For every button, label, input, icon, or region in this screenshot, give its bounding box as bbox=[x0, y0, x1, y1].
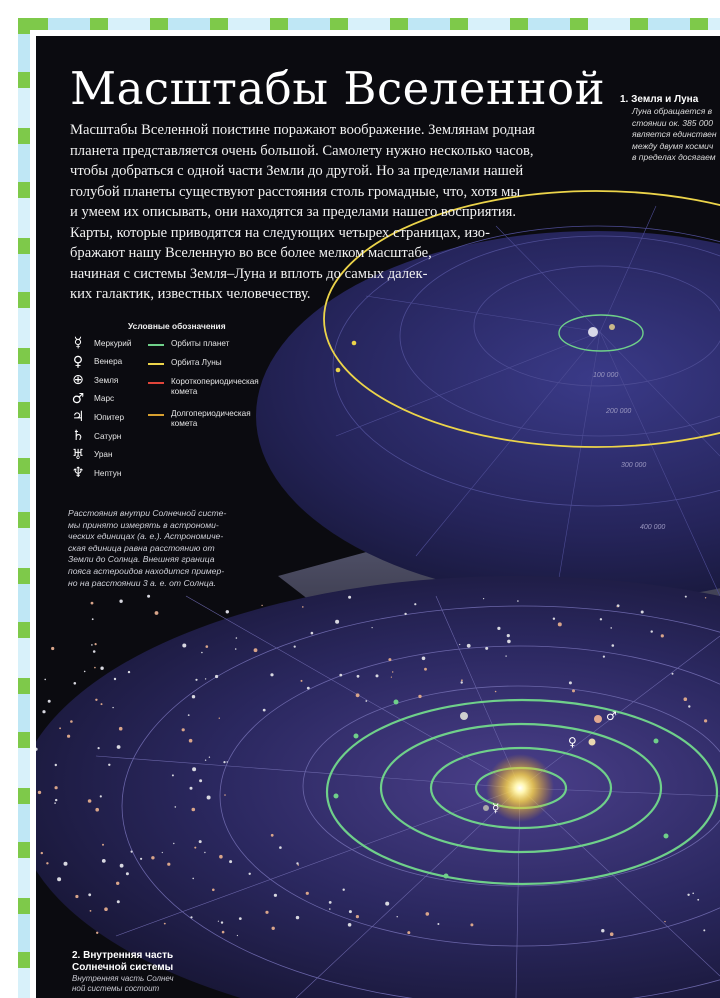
asteroid-dot bbox=[424, 668, 427, 671]
asteroid-dot bbox=[119, 727, 123, 731]
asteroid-dot bbox=[651, 630, 653, 632]
asteroid-dot bbox=[205, 760, 206, 761]
mercury-symbol: ☿ bbox=[492, 801, 500, 815]
page-title: Масштабы Вселенной bbox=[70, 62, 606, 115]
asteroid-dot bbox=[236, 637, 238, 639]
asteroid-dot bbox=[687, 894, 689, 896]
asteroid-dot bbox=[470, 923, 473, 926]
asteroid-dot bbox=[222, 931, 225, 934]
asteroid-dot bbox=[55, 786, 58, 789]
asteroid-dot bbox=[617, 606, 618, 607]
asteroid-dot bbox=[301, 680, 303, 682]
au-note bbox=[68, 508, 226, 589]
asteroid-dot bbox=[235, 648, 237, 650]
legend-planet-row bbox=[66, 429, 121, 443]
legend-planet-row bbox=[66, 466, 121, 480]
asteroid-dot bbox=[117, 900, 120, 903]
planet-name: Уран bbox=[94, 450, 113, 460]
legend-line-row bbox=[148, 339, 229, 353]
planet-symbol-icon: ♆ bbox=[71, 465, 85, 482]
asteroid-dot bbox=[188, 714, 190, 716]
asteroid-dot bbox=[558, 622, 562, 626]
asteroid-dot bbox=[704, 719, 707, 722]
asteroid-dot bbox=[422, 657, 426, 661]
legend-line-label bbox=[171, 409, 251, 429]
asteroid-dot bbox=[91, 644, 93, 646]
section-1-text bbox=[632, 106, 720, 164]
asteroid-dot bbox=[388, 658, 391, 661]
section-1-title: 1. Земля и Луна bbox=[620, 94, 699, 105]
asteroid-dot bbox=[100, 667, 103, 670]
asteroid-dot bbox=[155, 611, 159, 615]
planet-symbol-icon: ♅ bbox=[71, 446, 85, 463]
asteroid-dot bbox=[116, 882, 119, 885]
scale-label-100000: 100 000 bbox=[593, 372, 619, 379]
asteroid-dot bbox=[329, 908, 331, 910]
planet-name: Марс bbox=[94, 394, 115, 404]
au-note-line: ская единица равна расстоянию от bbox=[68, 542, 215, 553]
asteroid-dot bbox=[553, 618, 555, 620]
asteroid-dot bbox=[206, 645, 209, 648]
asteroid-dot bbox=[227, 761, 228, 762]
asteroid-dot bbox=[54, 802, 56, 804]
asteroid-dot bbox=[46, 862, 48, 864]
planet-symbol-icon: ♃ bbox=[71, 409, 85, 426]
asteroid-dot bbox=[483, 598, 484, 599]
asteroid-dot bbox=[70, 720, 73, 723]
scale-label-200000: 200 000 bbox=[606, 408, 632, 415]
planet-symbol-icon: ☿ bbox=[73, 335, 83, 351]
asteroid-dot bbox=[88, 799, 92, 803]
asteroid-dot bbox=[112, 707, 113, 708]
asteroid-dot bbox=[697, 899, 699, 901]
intro-line: голубой планеты существуют расстояния столь громадные, что, хотя мы bbox=[70, 183, 521, 200]
legend-line-row bbox=[148, 358, 222, 372]
asteroid-dot bbox=[41, 852, 43, 854]
asteroid-dot bbox=[641, 611, 644, 614]
asteroid-dot bbox=[485, 647, 488, 650]
planet-name: Юпитер bbox=[94, 412, 125, 422]
asteroid-dot bbox=[705, 597, 706, 598]
asteroid-dot bbox=[307, 687, 310, 690]
asteroid-dot bbox=[48, 700, 51, 703]
asteroid-dot bbox=[131, 851, 133, 853]
asteroid-dot bbox=[467, 644, 471, 648]
asteroid-dot bbox=[51, 647, 54, 650]
asteroid-dot bbox=[218, 921, 219, 922]
asteroid-dot bbox=[100, 795, 102, 797]
section-1-line: стоянии ок. 385 000 bbox=[632, 117, 713, 128]
asteroid-dot bbox=[84, 671, 86, 673]
legend-line-label-part: Орбиты планет bbox=[171, 339, 230, 348]
legend-planet-row bbox=[66, 373, 118, 387]
legend-line-label-part: комета bbox=[171, 419, 198, 428]
asteroid-dot bbox=[459, 644, 460, 645]
asteroid-dot bbox=[190, 787, 193, 790]
earth-planet bbox=[460, 712, 468, 720]
asteroid-dot bbox=[55, 799, 57, 801]
asteroid-dot bbox=[329, 901, 332, 904]
asteroid-dot bbox=[692, 893, 694, 895]
legend-planet-row bbox=[66, 448, 112, 462]
legend-planet-row bbox=[66, 336, 131, 350]
planet-name: Земля bbox=[94, 375, 119, 385]
asteroid-dot bbox=[151, 856, 154, 859]
asteroid-dot bbox=[104, 907, 108, 911]
asteroid-dot bbox=[365, 700, 367, 702]
asteroid-dot bbox=[601, 929, 604, 932]
asteroid-dot bbox=[664, 921, 665, 922]
intro-line: Карты, которые приводятся на следующих четырех страницах, изо- bbox=[70, 224, 490, 241]
earth-marker bbox=[588, 327, 598, 337]
asteroid-dot bbox=[517, 600, 519, 602]
asteroid-dot bbox=[391, 677, 392, 678]
asteroid-dot bbox=[343, 889, 345, 891]
asteroid-dot bbox=[207, 796, 211, 800]
asteroid-dot bbox=[507, 634, 510, 637]
asteroid-dot bbox=[239, 917, 242, 920]
legend-planet-row bbox=[66, 410, 124, 424]
asteroid-dot bbox=[249, 873, 251, 875]
scale-label-400000: 400 000 bbox=[640, 524, 666, 531]
planet-name: Нептун bbox=[94, 468, 122, 478]
asteroid-dot bbox=[101, 703, 103, 705]
asteroid-dot bbox=[356, 915, 359, 918]
asteroid-dot bbox=[418, 695, 421, 698]
asteroid-dot bbox=[221, 921, 223, 923]
asteroid-dot bbox=[414, 603, 416, 605]
intro-paragraph bbox=[70, 120, 535, 305]
asteroid-dot bbox=[302, 606, 304, 608]
asteroid-dot bbox=[392, 671, 393, 672]
asteroid-dot bbox=[182, 644, 186, 648]
space-panel bbox=[36, 36, 720, 998]
asteroid-dot bbox=[212, 889, 215, 892]
asteroid-dot bbox=[294, 646, 296, 648]
asteroid-dot bbox=[426, 912, 430, 916]
asteroid-dot bbox=[204, 852, 205, 853]
section-2-text bbox=[72, 974, 174, 994]
legend-line-label-part: комета bbox=[171, 387, 198, 396]
legend-line-row bbox=[148, 409, 251, 428]
asteroid-dot bbox=[335, 620, 339, 624]
asteroid-dot bbox=[55, 764, 57, 766]
asteroid-dot bbox=[167, 863, 170, 866]
scale-label-300000: 300 000 bbox=[621, 462, 647, 469]
intro-line: начиная с системы Земля–Луна и вплоть до самых далек- bbox=[70, 265, 428, 282]
section-2-text-line: ной системы состоит bbox=[72, 984, 160, 993]
asteroid-dot bbox=[192, 878, 194, 880]
asteroid-dot bbox=[610, 932, 614, 936]
asteroid-dot bbox=[572, 689, 575, 692]
asteroid-dot bbox=[270, 673, 273, 676]
planet-name: Меркурий bbox=[94, 338, 132, 348]
asteroid-dot bbox=[173, 843, 174, 844]
asteroid-dot bbox=[38, 791, 41, 794]
planet-symbol-icon: ♄ bbox=[71, 428, 85, 444]
asteroid-dot bbox=[348, 923, 352, 927]
legend-title: Условные обозначения bbox=[128, 321, 226, 331]
asteroid-dot bbox=[272, 927, 275, 930]
legend-line-row bbox=[148, 377, 259, 396]
intro-line: ких галактик, известных человечеству. bbox=[70, 286, 311, 302]
moon-marker bbox=[609, 324, 615, 330]
asteroid-dot bbox=[199, 840, 202, 843]
asteroid-dot bbox=[64, 862, 68, 866]
asteroid-dot bbox=[229, 860, 232, 863]
asteroid-dot bbox=[120, 864, 124, 868]
asteroid-dot bbox=[684, 697, 688, 701]
intro-line: чтобы добраться с одной части Земли до другой. Но за пределами нашей bbox=[70, 163, 524, 179]
au-note-line: ческих единицах (а. е.). Астрономиче- bbox=[68, 531, 224, 542]
asteroid-dot bbox=[271, 834, 274, 837]
asteroid-dot bbox=[128, 671, 130, 673]
section-2-title-line: 2. Внутренняя часть bbox=[72, 950, 174, 961]
asteroid-dot bbox=[182, 728, 185, 731]
asteroid-dot bbox=[96, 932, 98, 934]
inner-solar-system-disk bbox=[36, 576, 720, 998]
asteroid-dot bbox=[404, 613, 406, 615]
asteroid-dot bbox=[279, 846, 282, 849]
asteroid-dot bbox=[205, 678, 206, 679]
au-note-line: но на расстоянии 3 а. е. от Солнца. bbox=[68, 577, 217, 588]
asteroid-dot bbox=[261, 605, 262, 606]
asteroid-dot bbox=[75, 895, 78, 898]
asteroid-dot bbox=[192, 767, 196, 771]
asteroid-dot bbox=[437, 923, 439, 925]
asteroid-dot bbox=[265, 911, 268, 914]
asteroid-dot bbox=[311, 632, 314, 635]
legend-line-label-part: Орбита Луны bbox=[171, 358, 222, 367]
asteroid-dot bbox=[95, 643, 97, 645]
venus-symbol: ♀ bbox=[568, 735, 577, 749]
asteroid-dot bbox=[117, 745, 121, 749]
asteroid-dot bbox=[192, 695, 195, 698]
asteroid-dot bbox=[296, 916, 299, 919]
asteroid-dot bbox=[59, 727, 61, 729]
asteroid-dot bbox=[42, 710, 45, 713]
au-note-line: Расстояния внутри Солнечной систе- bbox=[68, 508, 227, 518]
asteroid-dot bbox=[703, 929, 705, 931]
asteroid-dot bbox=[237, 935, 238, 936]
asteroid-dot bbox=[108, 764, 110, 766]
legend-line-swatch bbox=[148, 414, 164, 416]
asteroid-dot bbox=[67, 735, 70, 738]
asteroid-dot bbox=[94, 667, 96, 669]
asteroid-dot bbox=[685, 596, 687, 598]
asteroid-dot bbox=[612, 644, 615, 647]
asteroid-dot bbox=[192, 808, 196, 812]
asteroid-dot bbox=[209, 757, 210, 758]
asteroid-dot bbox=[356, 693, 360, 697]
asteroid-dot bbox=[140, 858, 142, 860]
planet-name: Венера bbox=[94, 357, 123, 367]
asteroid-dot bbox=[397, 916, 398, 917]
asteroid-dot bbox=[219, 855, 223, 859]
section-1-line: в пределах досягаем bbox=[632, 152, 716, 162]
asteroid-dot bbox=[497, 627, 500, 630]
asteroid-dot bbox=[102, 859, 106, 863]
legend-line-label-part: Долгопериодическая bbox=[171, 409, 251, 418]
mercury-planet bbox=[483, 805, 489, 811]
asteroid-dot bbox=[569, 681, 572, 684]
asteroid-dot bbox=[164, 923, 166, 925]
intro-line: Масштабы Вселенной поистине поражают воображение. Землянам родная bbox=[70, 122, 535, 138]
asteroid-dot bbox=[201, 652, 203, 654]
section-2-text-line: Внутренняя часть Солнеч bbox=[72, 974, 174, 983]
section-1-line: является единствен bbox=[632, 129, 717, 139]
asteroid-dot bbox=[57, 877, 61, 881]
asteroid-dot bbox=[224, 794, 226, 796]
asteroid-dot bbox=[223, 761, 225, 763]
intro-line: планета представляется очень большой. Самолету нужно несколько часов, bbox=[70, 142, 534, 159]
asteroid-dot bbox=[603, 656, 605, 658]
asteroid-dot bbox=[672, 673, 674, 675]
asteroid-dot bbox=[95, 699, 97, 701]
asteroid-dot bbox=[92, 618, 94, 620]
asteroid-dot bbox=[126, 872, 129, 875]
asteroid-dot bbox=[219, 718, 220, 719]
asteroid-dot bbox=[357, 675, 360, 678]
au-note-line: Земли до Солнца. Внешняя граница bbox=[68, 554, 215, 565]
asteroid-dot bbox=[199, 779, 202, 782]
asteroid-dot bbox=[175, 806, 177, 808]
legend-line-swatch bbox=[148, 382, 164, 384]
section-1-line: Луна обращается в bbox=[632, 106, 713, 116]
mars-planet bbox=[594, 715, 602, 723]
asteroid-dot bbox=[93, 650, 96, 653]
asteroid-dot bbox=[91, 602, 94, 605]
asteroid-dot bbox=[102, 844, 104, 846]
legend-planet-row bbox=[66, 355, 122, 369]
asteroid-dot bbox=[215, 675, 218, 678]
decorative-frame-top bbox=[30, 18, 720, 30]
intro-line: бражают нашу Вселенную во все более мелком масштабе, bbox=[70, 245, 432, 261]
asteroid-dot bbox=[98, 747, 100, 749]
intro-line: и умеем их описывать, они находятся за пределами нашего восприятия. bbox=[70, 204, 517, 220]
asteroid-dot bbox=[610, 627, 612, 629]
asteroid-dot bbox=[306, 892, 309, 895]
section-1-line: между двумя космич bbox=[632, 140, 714, 151]
asteroid-dot bbox=[162, 852, 163, 853]
asteroid-dot bbox=[349, 910, 352, 913]
legend-line-swatch bbox=[148, 344, 164, 346]
asteroid-dot bbox=[189, 739, 193, 743]
asteroid-dot bbox=[147, 595, 150, 598]
asteroid-dot bbox=[385, 902, 389, 906]
au-note-line: пояса астероидов находится пример- bbox=[68, 565, 225, 576]
asteroid-dot bbox=[263, 709, 266, 712]
asteroid-dot bbox=[44, 679, 46, 681]
planet-symbol-icon: ♀ bbox=[72, 353, 84, 370]
asteroid-dot bbox=[376, 674, 379, 677]
planet-symbol-icon: ⊕ bbox=[72, 372, 84, 389]
asteroid-dot bbox=[507, 640, 511, 644]
asteroid-dot bbox=[254, 648, 258, 652]
asteroid-dot bbox=[372, 627, 373, 628]
asteroid-dot bbox=[600, 618, 602, 620]
asteroid-dot bbox=[339, 674, 342, 677]
decorative-frame-left bbox=[18, 18, 30, 998]
planet-name: Сатурн bbox=[94, 431, 122, 441]
asteroid-dot bbox=[407, 931, 410, 934]
legend-line-label bbox=[171, 377, 259, 397]
au-note-line: мы принято измерять в астрономи- bbox=[68, 519, 219, 530]
legend-line-label bbox=[171, 339, 229, 349]
asteroid-dot bbox=[195, 679, 197, 681]
asteroid-dot bbox=[296, 862, 298, 864]
legend-line-label bbox=[171, 358, 222, 368]
asteroid-dot bbox=[495, 691, 497, 693]
section-2-title bbox=[72, 950, 173, 974]
section-2-title-line: Солнечной системы bbox=[72, 962, 174, 973]
asteroid-dot bbox=[119, 600, 122, 603]
asteroid-dot bbox=[95, 808, 99, 812]
asteroid-dot bbox=[194, 847, 196, 849]
asteroid-dot bbox=[688, 705, 690, 707]
asteroid-dot bbox=[274, 894, 277, 897]
planet-symbol-icon: ♂ bbox=[71, 390, 85, 407]
mars-symbol: ♂ bbox=[606, 709, 617, 723]
asteroid-dot bbox=[190, 916, 192, 918]
asteroid-dot bbox=[90, 910, 92, 912]
legend-line-swatch bbox=[148, 363, 164, 365]
asteroid-dot bbox=[88, 893, 91, 896]
asteroid-dot bbox=[505, 655, 506, 656]
asteroid-dot bbox=[74, 682, 77, 685]
asteroid-dot bbox=[172, 774, 174, 776]
legend-line-label-part: Короткопериодическая bbox=[171, 377, 259, 386]
venus-planet bbox=[589, 739, 596, 746]
legend-planet-row bbox=[66, 392, 114, 406]
asteroid-dot bbox=[348, 596, 351, 599]
asteroid-dot bbox=[461, 681, 463, 683]
asteroid-dot bbox=[226, 610, 229, 613]
asteroid-dot bbox=[114, 678, 116, 680]
asteroid-dot bbox=[661, 634, 664, 637]
asteroid-dot bbox=[461, 679, 463, 681]
